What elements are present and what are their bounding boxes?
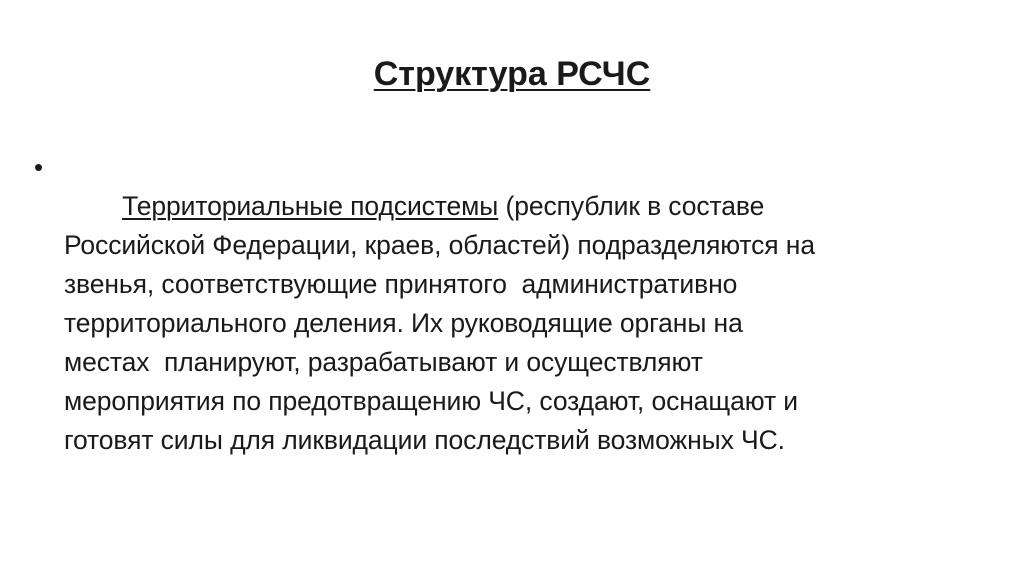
paragraph-line-5: местах планируют, разрабатывают и осуществляют bbox=[64, 347, 703, 377]
paragraph-line-7: готовят силы для ликвидации последствий возможных ЧС. bbox=[64, 425, 785, 455]
paragraph-line-3: звенья, соответствующие принятого административно bbox=[64, 269, 738, 299]
paragraph-line-4: территориального деления. Их руководящие органы на bbox=[64, 308, 743, 338]
underlined-term: Территориальные подсистемы bbox=[122, 191, 499, 221]
bullet-paragraph bbox=[64, 148, 990, 499]
bullet-item bbox=[30, 148, 990, 499]
bullet-icon: • bbox=[34, 152, 44, 182]
paragraph-line-2: Российской Федерации, краев, областей) подразделяются на bbox=[64, 230, 815, 260]
paragraph-line-6: мероприятия по предотвращению ЧС, создают, оснащают и bbox=[64, 386, 798, 416]
slide-title: Структура РСЧС bbox=[373, 55, 651, 93]
slide-content bbox=[30, 148, 990, 499]
paragraph-line-1: (республик в составе bbox=[498, 191, 765, 221]
